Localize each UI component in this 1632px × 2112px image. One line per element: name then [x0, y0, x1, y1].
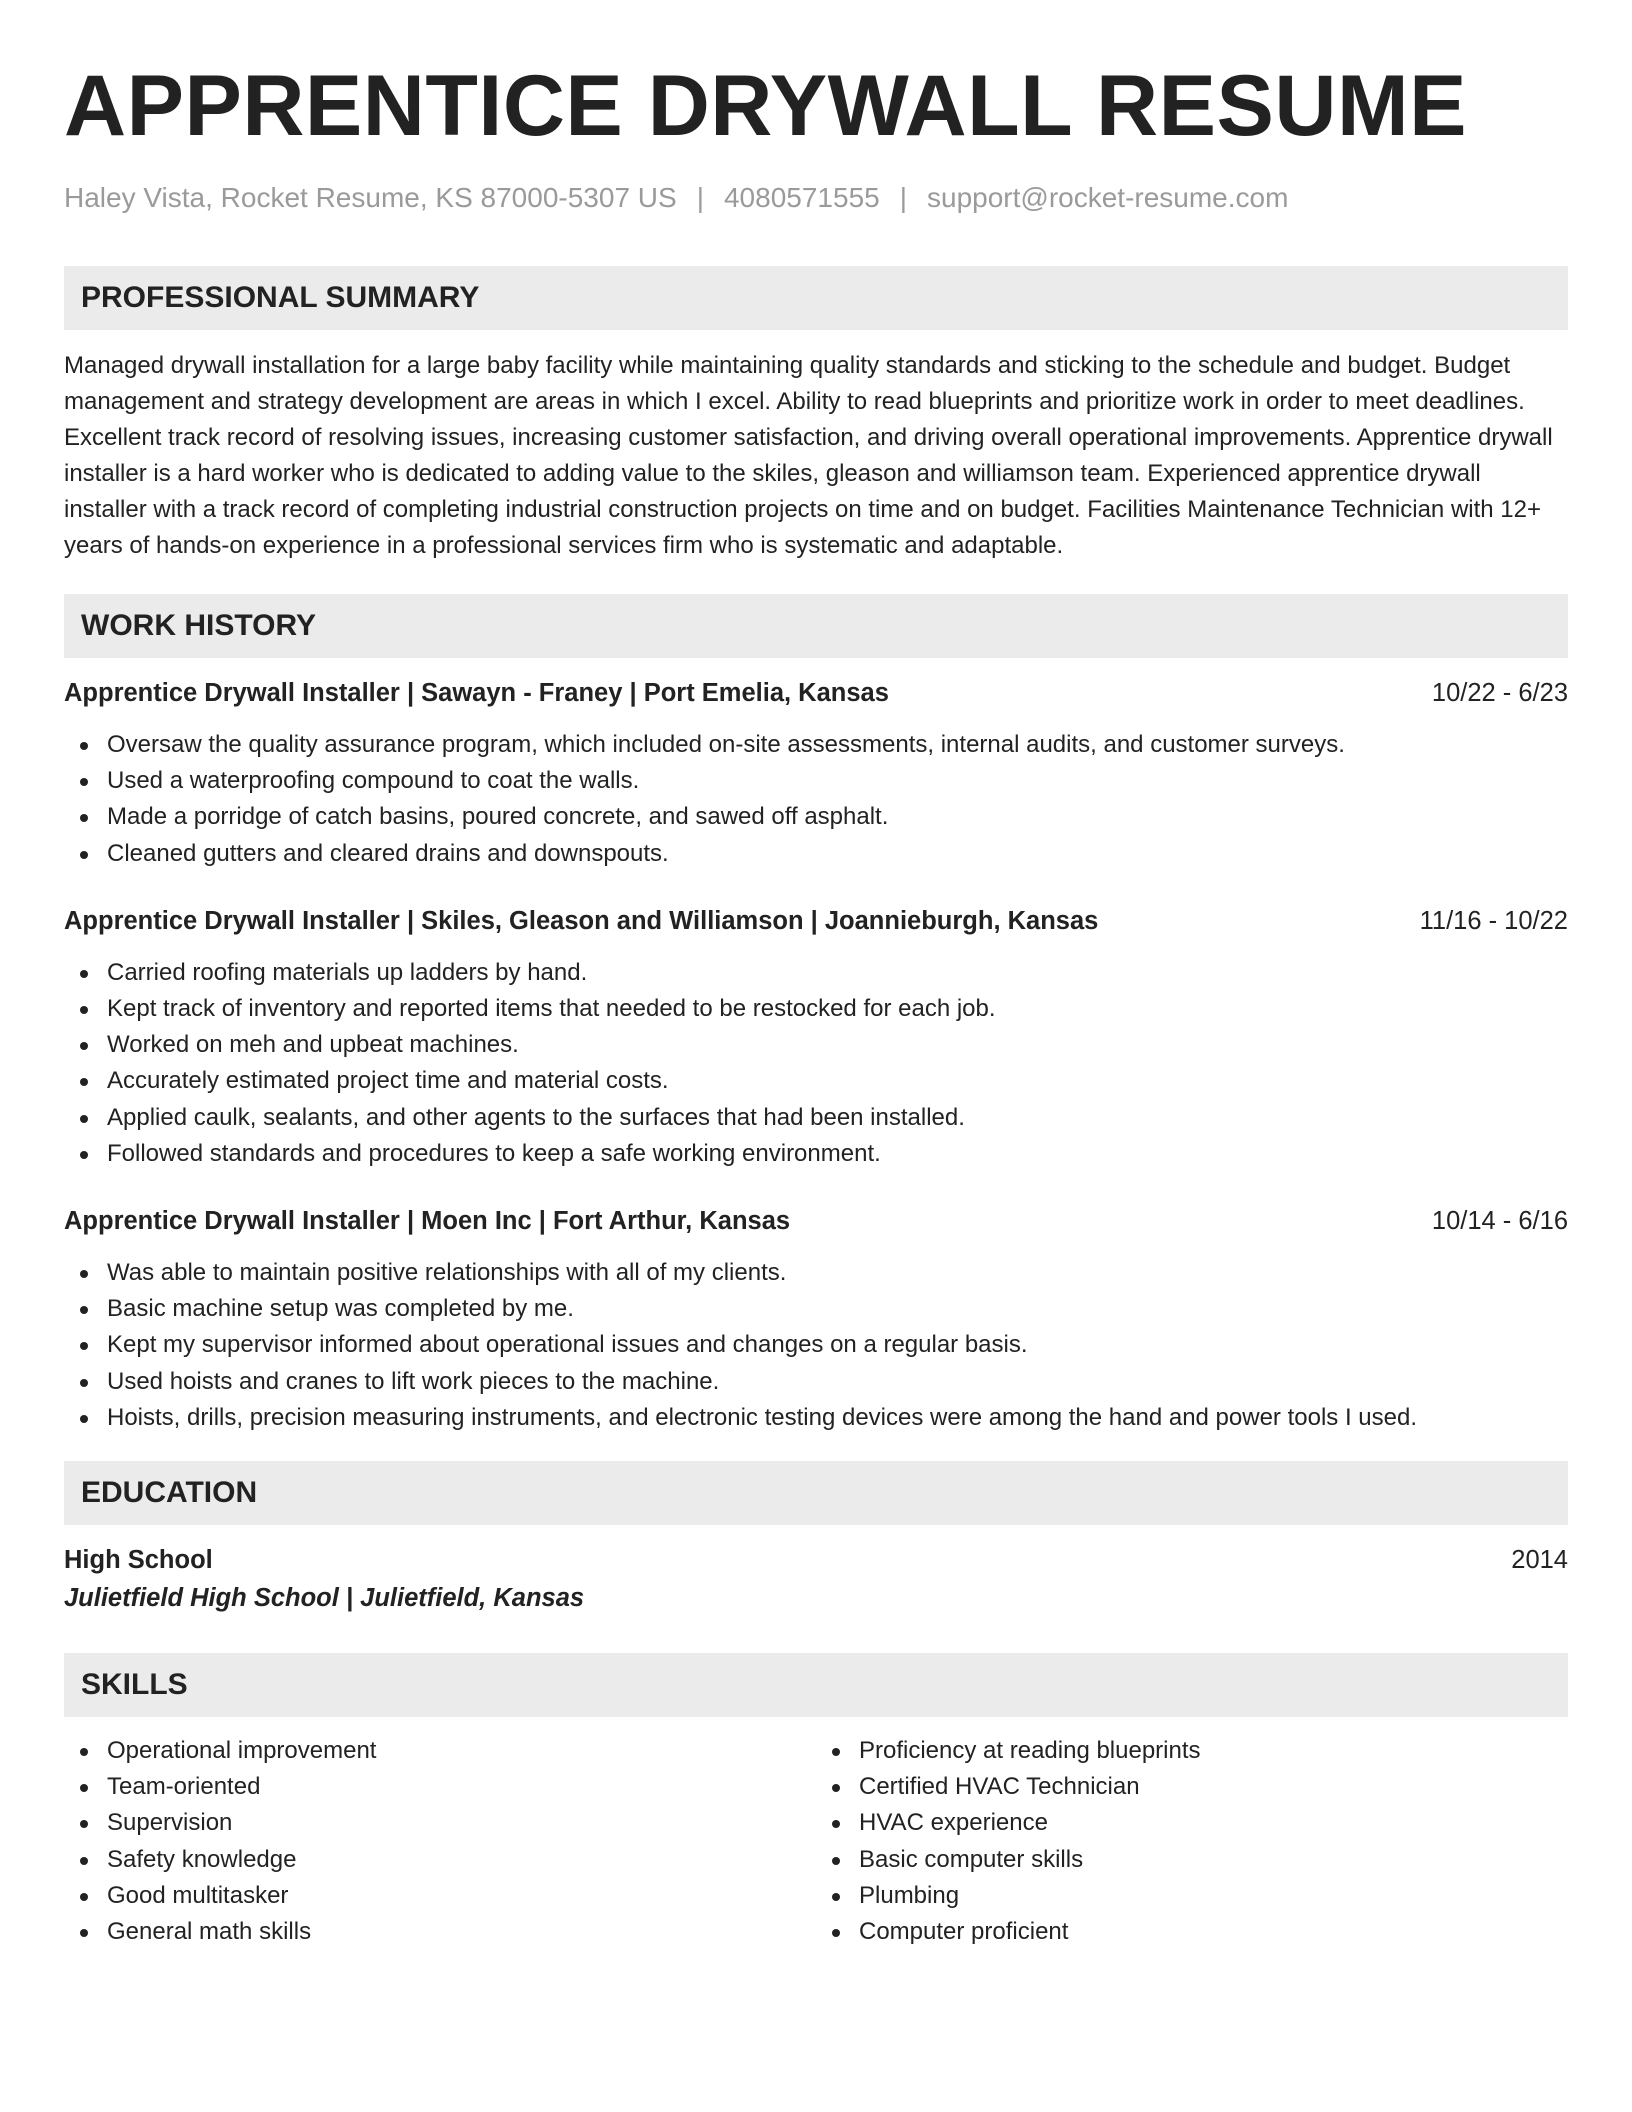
bullet-text: Used hoists and cranes to lift work pieces to the machine.: [107, 1367, 720, 1395]
job-header: [64, 1203, 1568, 1239]
job-bullet: [107, 1063, 1568, 1099]
skill-text: Supervision: [107, 1809, 233, 1837]
bullet-dot-icon: [80, 970, 88, 978]
skill-text: Plumbing: [859, 1881, 960, 1909]
skill-item: [859, 1733, 1568, 1769]
bullet-dot-icon: [80, 1748, 88, 1756]
bullet-text: Kept my supervisor informed about operational issues and changes on a regular basis.: [107, 1331, 1028, 1359]
job-bullets: [64, 955, 1568, 1172]
job-bullet: [107, 1255, 1568, 1291]
skills-column-right: [816, 1733, 1568, 1950]
bullet-text: Accurately estimated project time and material costs.: [107, 1067, 669, 1095]
skill-text: Safety knowledge: [107, 1845, 297, 1873]
skills-list: [816, 1733, 1568, 1950]
bullet-dot-icon: [80, 1415, 88, 1423]
job-bullet: [107, 1327, 1568, 1363]
skill-item: [859, 1878, 1568, 1914]
section-heading-work-history: WORK HISTORY: [64, 594, 1568, 658]
job-bullets: [64, 727, 1568, 872]
section-heading-skills: SKILLS: [64, 1653, 1568, 1717]
bullet-dot-icon: [80, 1857, 88, 1865]
bullet-dot-icon: [80, 1929, 88, 1937]
bullet-text: Oversaw the quality assurance program, which included on-site assessments, internal audits, and customer surveys.: [107, 731, 1345, 758]
skill-text: HVAC experience: [859, 1809, 1048, 1837]
summary-text: Managed drywall installation for a large baby facility while maintaining quality standards and sticking to the schedule and budget. Budget management and strategy development are areas in which I excel. Ability to read blueprints and prioritize work in order to meet deadlines. Excellent track record of resolving issues, increasing customer satisfaction, and driving overall operational improvements. Apprentice drywall installer is a hard worker who is dedicated to adding value to the skiles, gleason and williamson team. Experienced apprentice drywall installer with a track record of completing industrial construction projects on time and on budget. Facilities Maintenance Technician with 12+ years of hands-on experience in a professional services firm who is systematic and adaptable.: [64, 352, 1553, 559]
skill-text: Operational improvement: [107, 1737, 377, 1765]
bullet-dot-icon: [80, 1006, 88, 1014]
bullet-dot-icon: [832, 1748, 840, 1756]
job-header: [64, 675, 1568, 711]
bullet-text: Cleaned gutters and cleared drains and downspouts.: [107, 839, 669, 867]
skill-item: [859, 1914, 1568, 1950]
job-entry: [64, 1203, 1568, 1436]
skills-column-left: [64, 1733, 816, 1950]
education-header: [64, 1541, 1568, 1579]
job-bullet: [107, 1400, 1568, 1436]
bullet-text: Worked on meh and upbeat machines.: [107, 1031, 519, 1059]
bullet-dot-icon: [80, 742, 88, 750]
education-degree: High School: [64, 1546, 213, 1575]
education-year: 2014: [1511, 1546, 1568, 1575]
skills-grid: [64, 1733, 1568, 1950]
skill-text: Good multitasker: [107, 1881, 289, 1909]
bullet-dot-icon: [832, 1929, 840, 1937]
job-bullet: [107, 1100, 1568, 1136]
job-dates: 10/14 - 6/16: [1431, 1207, 1568, 1236]
contact-separator: |: [696, 182, 704, 213]
job-bullet: [107, 799, 1568, 835]
skill-item: [859, 1769, 1568, 1805]
bullet-text: Followed standards and procedures to keep a safe working environment.: [107, 1139, 881, 1167]
contact-phone: 4080571555: [723, 182, 880, 213]
contact-line: [64, 180, 1568, 216]
education-school: Julietfield High School | Julietfield, Kansas: [64, 1584, 585, 1613]
skill-item: [107, 1805, 816, 1841]
skill-item: [107, 1842, 816, 1878]
skill-text: Team-oriented: [107, 1773, 261, 1801]
section-heading-summary: PROFESSIONAL SUMMARY: [64, 266, 1568, 330]
section-heading-education: EDUCATION: [64, 1461, 1568, 1525]
job-entry: [64, 903, 1568, 1172]
skill-item: [859, 1805, 1568, 1841]
job-bullet: [107, 1291, 1568, 1327]
job-title: Apprentice Drywall Installer | Moen Inc | Fort Arthur, Kansas: [64, 1207, 791, 1236]
skill-item: [107, 1914, 816, 1950]
skill-text: Proficiency at reading blueprints: [859, 1737, 1201, 1765]
bullet-dot-icon: [832, 1893, 840, 1901]
bullet-text: Carried roofing materials up ladders by hand.: [107, 958, 588, 986]
bullet-text: Used a waterproofing compound to coat the walls.: [107, 767, 640, 795]
bullet-dot-icon: [80, 1115, 88, 1123]
skill-text: General math skills: [107, 1918, 312, 1946]
bullet-text: Kept track of inventory and reported items that needed to be restocked for each job.: [107, 995, 996, 1023]
bullet-dot-icon: [80, 1893, 88, 1901]
job-bullet: [107, 763, 1568, 799]
education-entry: [64, 1541, 1568, 1617]
bullet-dot-icon: [80, 1379, 88, 1387]
job-dates: 11/16 - 10/22: [1419, 906, 1568, 935]
bullet-dot-icon: [832, 1784, 840, 1792]
skill-text: Basic computer skills: [859, 1845, 1084, 1873]
job-title: Apprentice Drywall Installer | Sawayn - Franey | Port Emelia, Kansas: [64, 679, 889, 707]
bullet-text: Hoists, drills, precision measuring instruments, and electronic testing devices were among the hand and power tools I used.: [107, 1403, 1418, 1431]
bullet-dot-icon: [832, 1820, 840, 1828]
bullet-dot-icon: [80, 814, 88, 822]
bullet-dot-icon: [80, 1820, 88, 1828]
job-bullet: [107, 727, 1568, 763]
job-bullet: [107, 1027, 1568, 1063]
bullet-dot-icon: [80, 851, 88, 859]
contact-address: Haley Vista, Rocket Resume, KS 87000-5307 US: [64, 182, 677, 213]
job-header: [64, 903, 1568, 939]
bullet-dot-icon: [80, 1042, 88, 1050]
contact-email: support@rocket-resume.com: [927, 182, 1289, 213]
job-title: Apprentice Drywall Installer | Skiles, Gleason and Williamson | Joannieburgh, Kansas: [64, 906, 1099, 935]
bullet-text: Made a porridge of catch basins, poured concrete, and sawed off asphalt.: [107, 803, 889, 831]
bullet-dot-icon: [80, 1078, 88, 1086]
bullet-dot-icon: [80, 1784, 88, 1792]
skill-item: [107, 1769, 816, 1805]
skill-text: Certified HVAC Technician: [859, 1773, 1140, 1801]
job-bullet: [107, 955, 1568, 991]
job-bullet: [107, 1136, 1568, 1172]
bullet-dot-icon: [80, 1270, 88, 1278]
bullet-dot-icon: [80, 1306, 88, 1314]
skill-item: [107, 1878, 816, 1914]
bullet-dot-icon: [832, 1857, 840, 1865]
skill-item: [107, 1733, 816, 1769]
resume-title: APPRENTICE DRYWALL RESUME: [64, 58, 1467, 154]
bullet-text: Basic machine setup was completed by me.: [107, 1295, 574, 1323]
job-entry: [64, 675, 1568, 872]
job-bullet: [107, 991, 1568, 1027]
bullet-dot-icon: [80, 1342, 88, 1350]
bullet-dot-icon: [80, 1151, 88, 1159]
skill-item: [859, 1842, 1568, 1878]
job-bullet: [107, 1364, 1568, 1400]
job-bullets: [64, 1255, 1568, 1436]
bullet-text: Was able to maintain positive relationships with all of my clients.: [107, 1259, 787, 1287]
bullet-dot-icon: [80, 778, 88, 786]
contact-separator: |: [899, 182, 907, 213]
skill-text: Computer proficient: [859, 1918, 1069, 1946]
bullet-text: Applied caulk, sealants, and other agents to the surfaces that had been installed.: [107, 1103, 965, 1131]
job-bullet: [107, 836, 1568, 872]
skills-list: [64, 1733, 816, 1950]
job-dates: 10/22 - 6/23: [1431, 679, 1568, 707]
